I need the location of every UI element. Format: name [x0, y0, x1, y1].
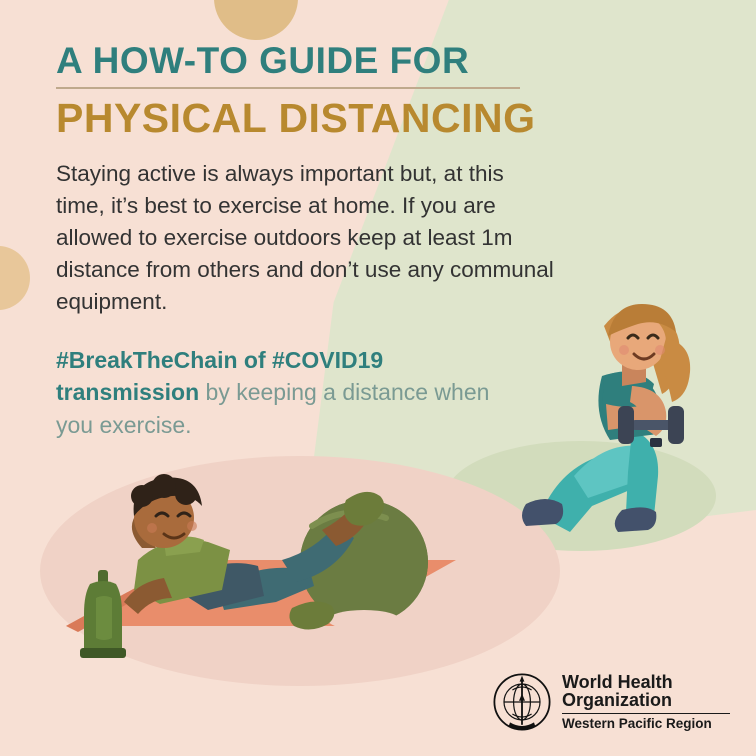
who-divider — [562, 713, 730, 714]
who-line-2: Organization — [562, 690, 673, 711]
tagline-highlight: #BreakTheChain of #COVID19 transmission — [56, 346, 384, 406]
who-line-3: Western Pacific Region — [562, 716, 712, 732]
water-bottle-illustration — [80, 570, 126, 658]
title-line-2: PHYSICAL DISTANCING — [56, 94, 536, 141]
decorative-circle-left — [0, 246, 30, 310]
who-logo-text — [562, 673, 730, 731]
who-emblem-icon — [492, 672, 552, 732]
who-logo — [492, 672, 730, 732]
who-line-1: World Health — [562, 671, 673, 692]
title-divider — [56, 87, 520, 89]
tagline — [56, 344, 526, 442]
decorative-circle-top — [214, 0, 298, 40]
tagline-rest: by keeping a distance when you exercise. — [56, 379, 490, 438]
title-line-1: A HOW-TO GUIDE FOR — [56, 40, 470, 81]
body-paragraph: Staying active is always important but, at this time, it’s best to exercise at home. If you are allowed to exercise outdoors keep at least 1m distance from others and don’t use any communal equipment. — [56, 160, 554, 314]
text-block — [56, 42, 576, 465]
